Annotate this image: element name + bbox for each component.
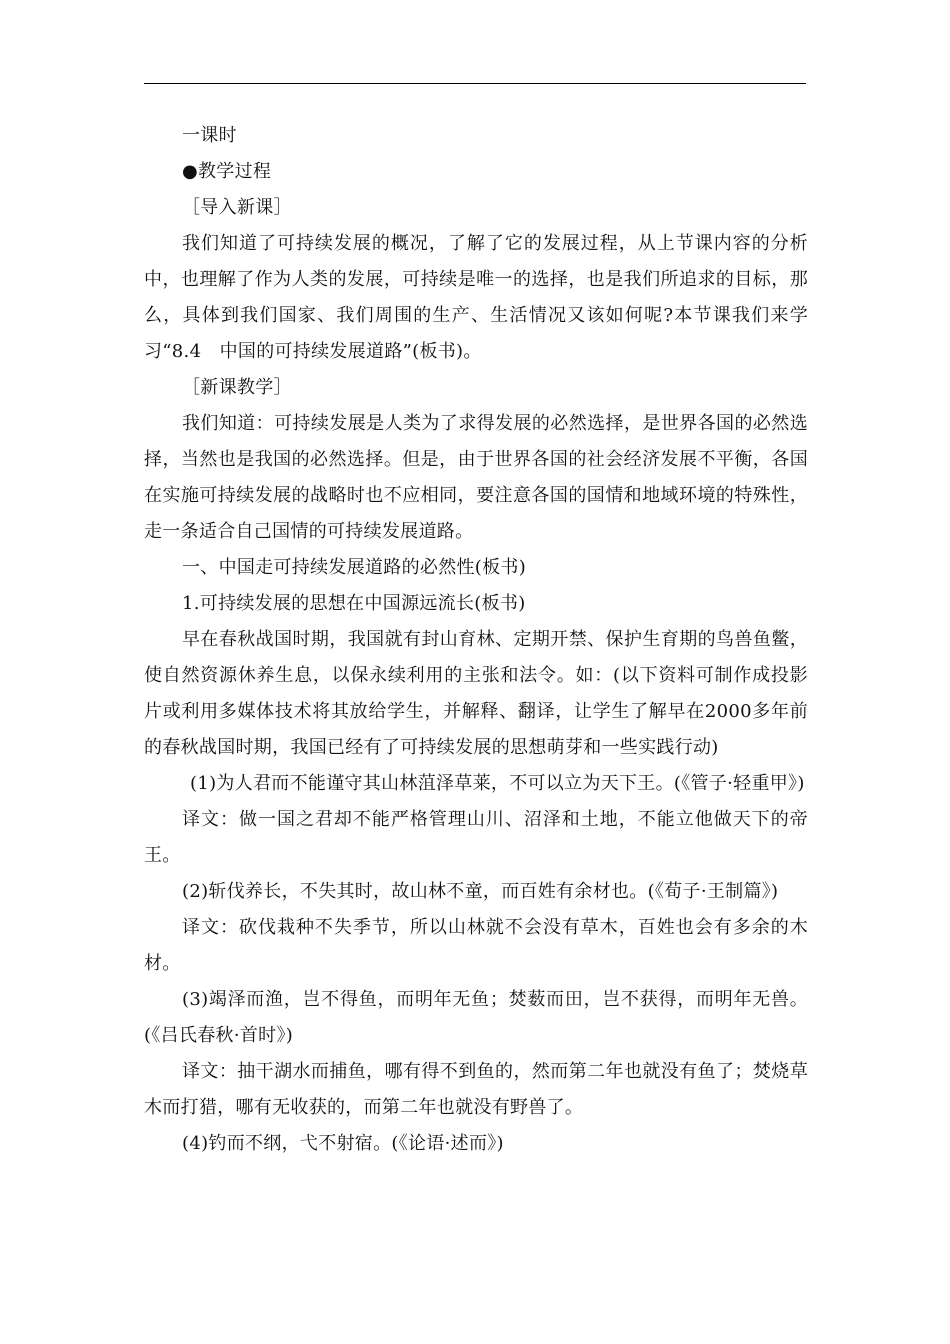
- quote-4: (4)钓而不纲，弋不射宿。(《论语·述而》): [182, 1133, 504, 1154]
- header-rule: [144, 83, 806, 84]
- heading-origins: 1.可持续发展的思想在中国源远流长(板书): [182, 593, 526, 614]
- lesson-period: 一课时: [182, 125, 237, 146]
- translation-2: 译文：砍伐栽种不失季节，所以山林就不会没有草木，百姓也会有多余的木材。: [144, 917, 808, 974]
- section-heading-teaching-process: ●教学过程: [182, 161, 272, 182]
- heading-necessity: 一、中国走可持续发展道路的必然性(板书): [182, 557, 527, 578]
- quote-3: (3)竭泽而渔，岂不得鱼，而明年无鱼；焚薮而田，岂不获得，而明年无兽。(《吕氏春秋·首时》): [144, 989, 808, 1046]
- subheading-introduction: ［导入新课］: [182, 197, 292, 218]
- paragraph-new-lesson: 我们知道：可持续发展是人类为了求得发展的必然选择，是世界各国的必然选择，当然也是我国的必然选择。但是，由于世界各国的社会经济发展不平衡，各国在实施可持续发展的战略时也不应相同，要注意各国的国情和地域环境的特殊性，走一条适合自己国情的可持续发展道路。: [144, 413, 808, 542]
- quote-1: (1)为人君而不能谨守其山林菹泽草莱，不可以立为天下王。(《管子·轻重甲》): [190, 773, 805, 794]
- document-body: [144, 118, 808, 1162]
- translation-3: 译文：抽干湖水而捕鱼，哪有得不到鱼的，然而第二年也就没有鱼了；焚烧草木而打猎，哪有无收获的，而第二年也就没有野兽了。: [144, 1061, 808, 1118]
- quote-2: (2)斩伐养长，不失其时，故山林不童，而百姓有余材也。(《荀子·王制篇》): [182, 881, 779, 902]
- paragraph-introduction: 我们知道了可持续发展的概况，了解了它的发展过程，从上节课内容的分析中，也理解了作为人类的发展，可持续是唯一的选择，也是我们所追求的目标，那么，具体到我们国家、我们周围的生产、生活情况又该如何呢?本节课我们来学习“8.4 中国的可持续发展道路”(板书)。: [144, 233, 808, 362]
- subheading-new-lesson: ［新课教学］: [182, 377, 292, 398]
- paragraph-spring-autumn: 早在春秋战国时期，我国就有封山育林、定期开禁、保护生育期的鸟兽鱼鳖，使自然资源休养生息，以保永续利用的主张和法令。如：(以下资料可制作成投影片或利用多媒体技术将其放给学生，并解释、翻译，让学生了解早在2000多年前的春秋战国时期，我国已经有了可持续发展的思想萌芽和一些实践行动): [144, 629, 808, 758]
- translation-1: 译文：做一国之君却不能严格管理山川、沼泽和土地，不能立他做天下的帝王。: [144, 809, 808, 866]
